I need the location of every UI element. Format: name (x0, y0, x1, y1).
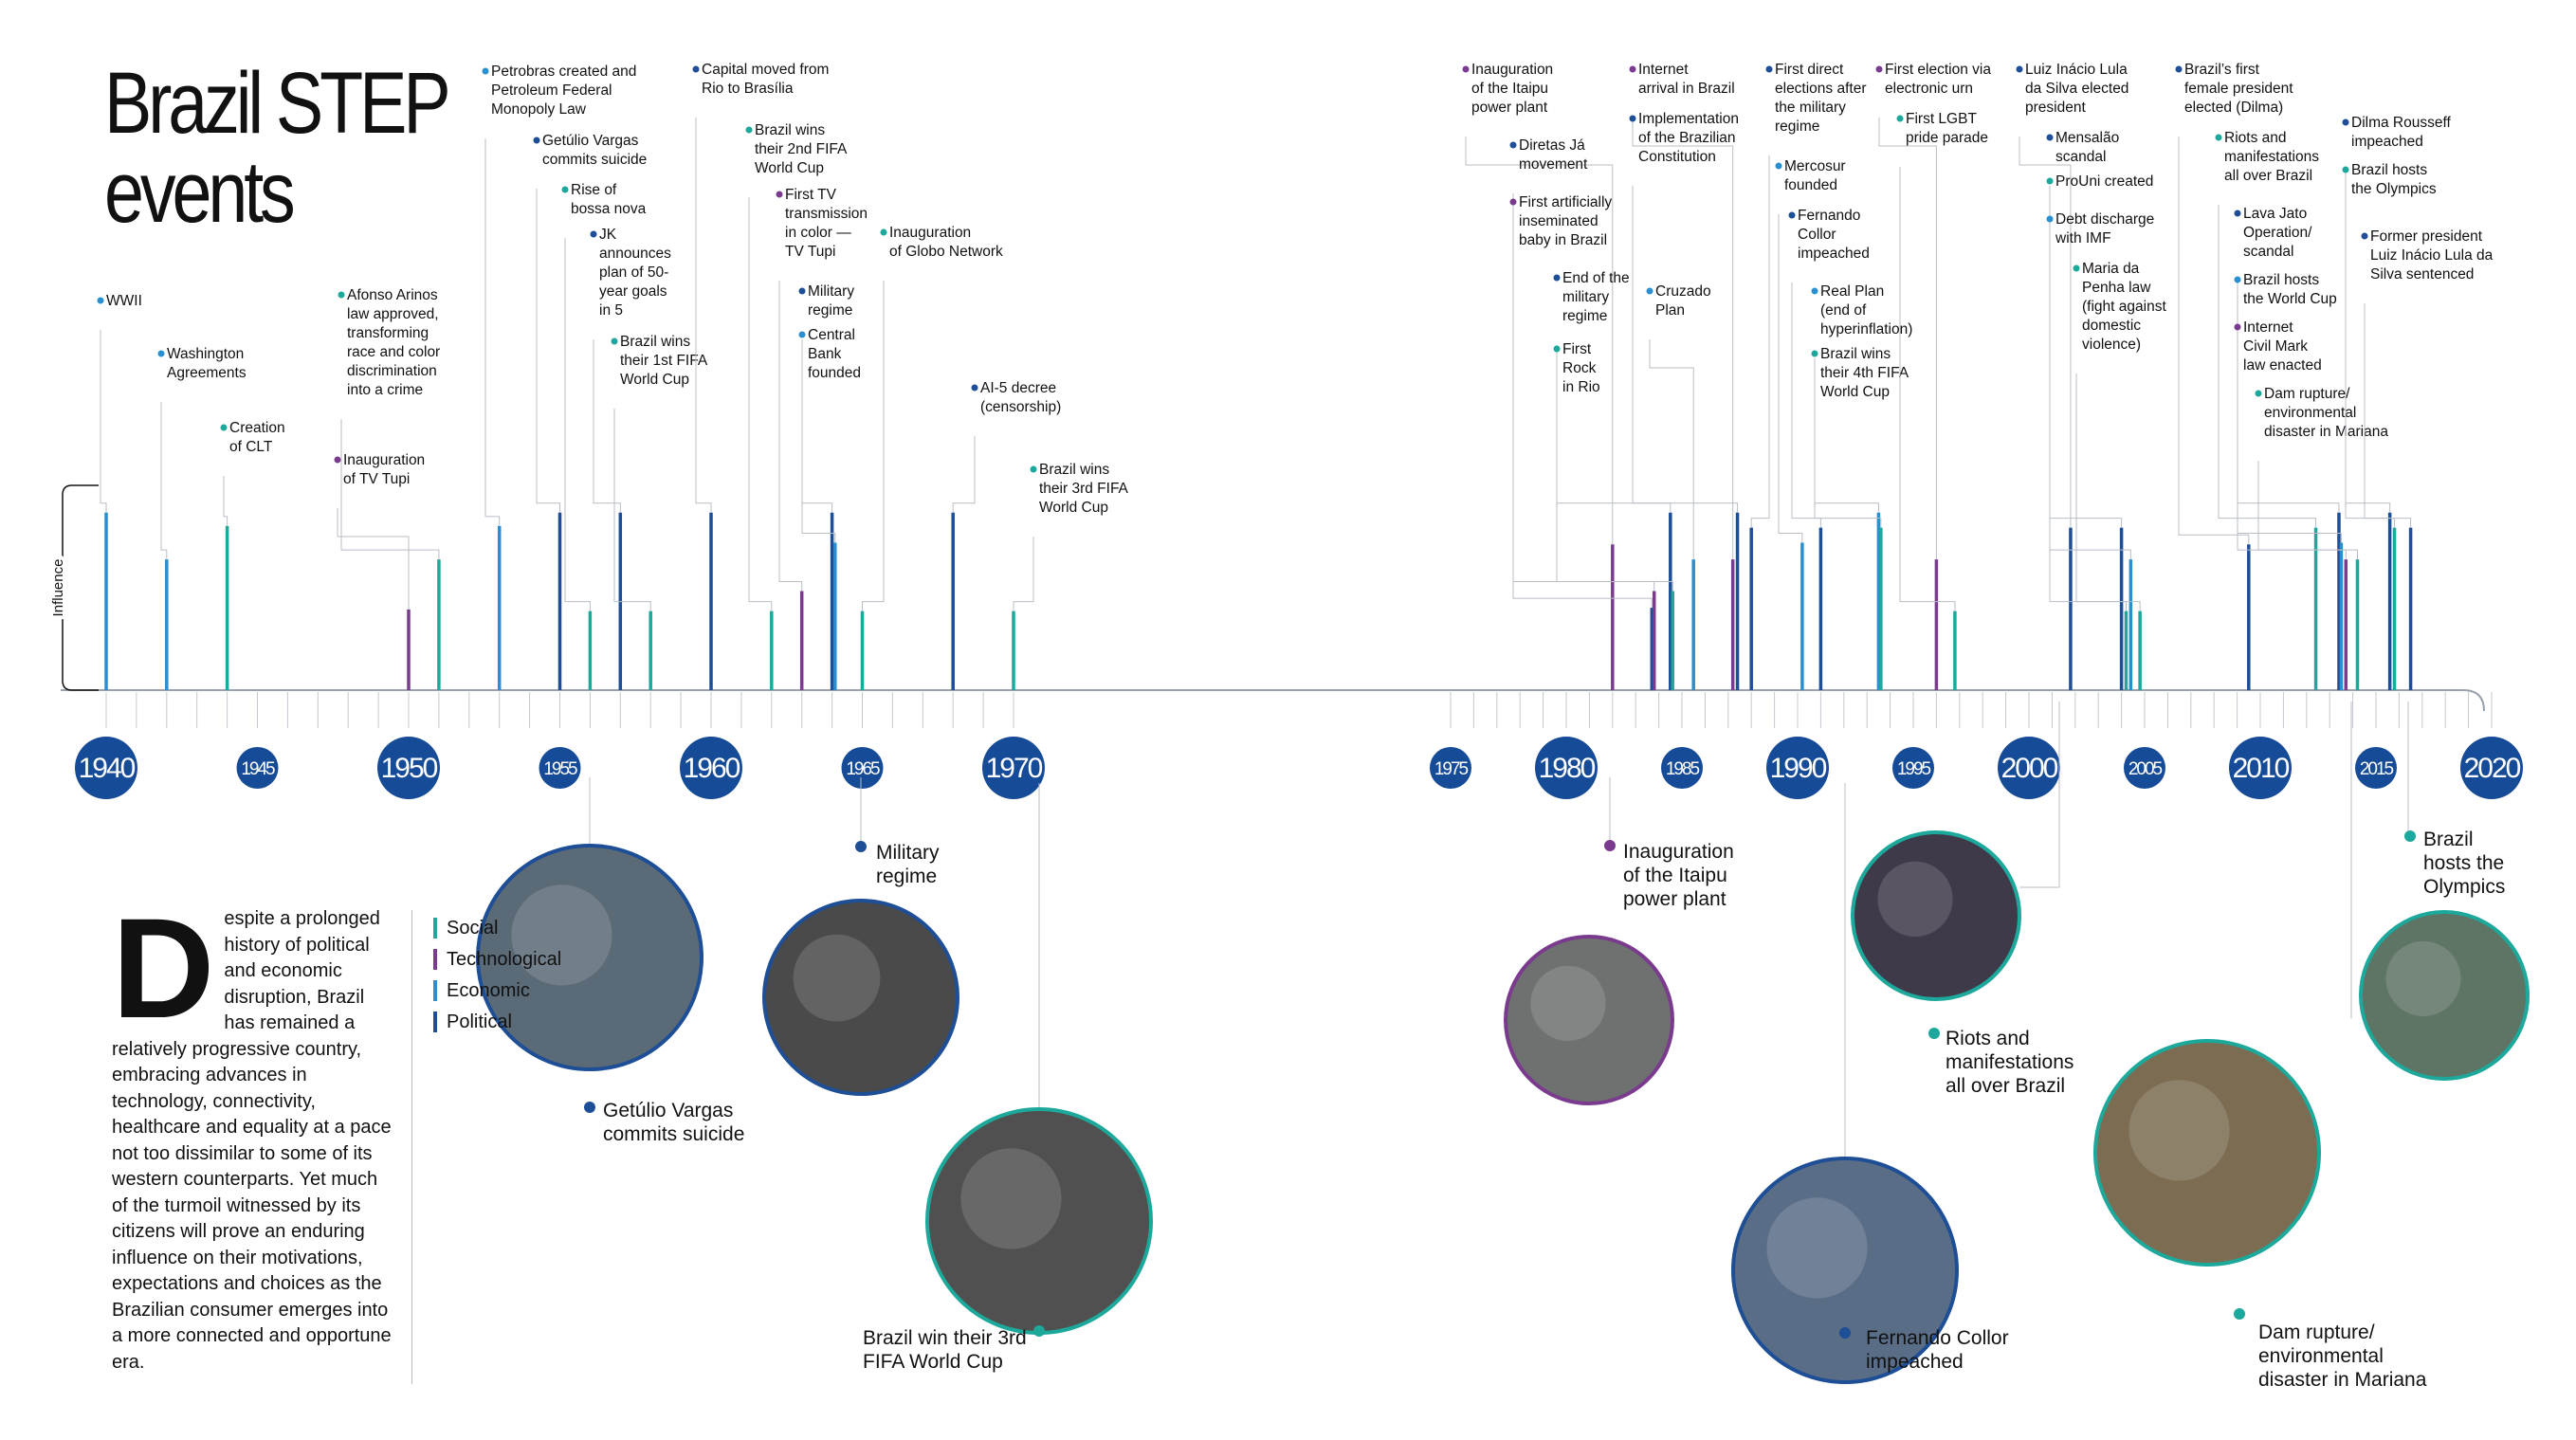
highlight-dot (1928, 1028, 1940, 1039)
event-label: Brazil wins their 4th FIFA World Cup (1820, 346, 1909, 400)
year-label-2010: 2010 (2232, 753, 2289, 784)
highlight-dot (1839, 1327, 1851, 1339)
event-bullet (562, 187, 569, 193)
event-connector (1779, 214, 1802, 542)
event-bullet (2176, 66, 2183, 73)
event-label: Real Plan (end of hyperinflation) (1820, 283, 1913, 337)
event-label: First election via electronic urn (1885, 62, 1991, 97)
highlight-dot (584, 1102, 595, 1113)
event-connector (224, 476, 228, 526)
event-label: Brazil’s first female president elected (Dilma) (2184, 62, 2293, 116)
event-label: Riots and manifestations all over Brazil (2224, 130, 2319, 184)
event-connector (338, 508, 409, 610)
event-bullet (2343, 119, 2349, 126)
event-bullet (98, 298, 104, 304)
year-label-2020: 2020 (2463, 753, 2520, 784)
event-bullet (2256, 391, 2262, 397)
event-label: Creation of CLT (229, 420, 285, 455)
event-connector (1879, 118, 1936, 559)
event-bullet (158, 351, 165, 357)
event-connector (1014, 537, 1033, 611)
event-bullet (1897, 116, 1904, 122)
year-label-1995: 1995 (1896, 759, 1930, 779)
year-label-1980: 1980 (1538, 753, 1595, 784)
event-label: Maria da Penha law (fight against domestic violence) (2082, 261, 2166, 353)
event-bullet (2362, 233, 2368, 240)
event-label: Rise of bossa nova (571, 182, 647, 217)
event-bullet (1630, 116, 1636, 122)
event-bullet (534, 137, 540, 144)
event-label: Former president Luiz Inácio Lula da Silva sentenced (2370, 228, 2494, 283)
event-connector (749, 197, 772, 611)
event-bullet (776, 191, 783, 198)
event-label: Inauguration of Globo Network (889, 225, 1003, 260)
event-bullet (1876, 66, 1883, 73)
event-connector (1633, 186, 1738, 513)
event-label: Inauguration of the Itaipu power plant (1471, 62, 1554, 116)
event-connector (2365, 303, 2411, 528)
event-label: JK announces plan of 50-year goals in 5 (599, 227, 671, 319)
event-label: Brazil hosts the Olympics (2351, 162, 2437, 197)
photo-highlight-shape (2385, 941, 2460, 1016)
event-label: Luiz Inácio Lula da Silva elected president (2025, 62, 2129, 116)
event-label: Cruzado Plan (1655, 283, 1711, 319)
event-label: Mercosur founded (1784, 158, 1846, 193)
year-label-1990: 1990 (1769, 753, 1826, 784)
event-bullet (612, 338, 618, 345)
event-label: Debt discharge with IMF (2055, 211, 2155, 246)
event-connector (696, 118, 711, 513)
intro-paragraph (112, 888, 396, 1376)
event-bullet (1766, 66, 1773, 73)
event-bullet (2047, 178, 2054, 185)
event-bullet (1812, 288, 1818, 295)
year-label-2015: 2015 (2359, 759, 2393, 779)
event-bullet (2235, 277, 2241, 283)
event-label: Fernando Collor impeached (1798, 208, 1870, 262)
event-bullet (1812, 351, 1818, 357)
event-bullet (2235, 324, 2241, 331)
title-line-1: Brazil STEP (104, 55, 448, 152)
event-bullet (1554, 275, 1561, 282)
year-label-1950: 1950 (380, 753, 437, 784)
event-connector (1815, 421, 1881, 528)
year-label-1985: 1985 (1665, 759, 1699, 779)
event-bullet (693, 66, 700, 73)
drop-cap: D (112, 888, 215, 1048)
legend-economic: Economic (433, 980, 561, 1001)
event-label: Lava Jato Operation/ scandal (2243, 206, 2312, 260)
highlight-label: Getúlio Vargas commits suicide (603, 1100, 745, 1145)
year-label-1970: 1970 (985, 753, 1042, 784)
highlight-label: Inauguration of the Itaipu power plant (1623, 841, 1734, 910)
event-label: Brazil hosts the World Cup (2243, 272, 2337, 307)
event-label: Washington Agreements (167, 346, 247, 381)
event-label: Dilma Rousseff impeached (2351, 115, 2451, 150)
event-label: Getúlio Vargas commits suicide (542, 133, 648, 168)
event-label: Implementation of the Brazilian Constitution (1638, 111, 1739, 165)
event-label: Afonso Arinos law approved, transforming race and color discrimination into a crime (347, 287, 441, 398)
event-label: First TV transmission in color — TV Tupi (785, 187, 868, 260)
event-label: Mensalão scandal (2055, 130, 2120, 165)
event-bullet (1776, 163, 1782, 170)
event-connector (863, 281, 885, 611)
title-line-2: events (104, 144, 292, 241)
photo-highlight-shape (1877, 862, 1952, 937)
event-bullet (746, 127, 753, 134)
event-label: ProUni created (2055, 173, 2154, 190)
event-label: Inauguration of TV Tupi (343, 452, 426, 487)
event-label: Dam rupture/ environmental disaster in Mariana (2264, 386, 2388, 440)
event-label: Brazil wins their 2nd FIFA World Cup (755, 122, 848, 176)
photo-highlight-shape (1530, 966, 1605, 1041)
highlight-label: Brazil win their 3rd FIFA World Cup (863, 1327, 1027, 1373)
event-bullet (881, 229, 887, 236)
event-bullet (2047, 135, 2054, 141)
event-connector (802, 402, 835, 542)
event-connector (2346, 171, 2390, 513)
highlight-dot (855, 841, 867, 852)
event-connector (565, 238, 590, 611)
highlight-dot (2234, 1308, 2245, 1320)
event-bullet (1789, 212, 1796, 219)
event-label: Internet Civil Mark law enacted (2243, 319, 2322, 374)
event-bullet (1554, 346, 1561, 353)
event-bullet (799, 332, 806, 338)
event-connector (594, 339, 620, 513)
event-label: First artificially inseminated baby in Brazil (1519, 194, 1613, 248)
event-bullet (591, 231, 597, 238)
event-connector (779, 281, 802, 592)
event-label: Capital moved from Rio to Brasília (702, 62, 830, 97)
event-bullet (1510, 199, 1517, 206)
event-bullet (2235, 210, 2241, 217)
event-bullet (972, 385, 978, 392)
event-bullet (221, 425, 228, 431)
event-label: Brazil wins their 3rd FIFA World Cup (1039, 462, 1128, 516)
event-label: WWII (106, 293, 142, 309)
event-connector (100, 330, 106, 513)
year-label-1940: 1940 (78, 753, 135, 784)
category-legend (411, 910, 561, 1384)
year-label-1955: 1955 (543, 759, 576, 779)
event-label: First LGBT pride parade (1906, 111, 1989, 146)
year-label-1960: 1960 (683, 753, 740, 784)
axis-end-curve (2463, 690, 2484, 711)
photo-highlight-shape (794, 935, 881, 1022)
event-connector (1815, 358, 1878, 513)
event-bullet (1630, 66, 1636, 73)
event-connector (341, 419, 439, 559)
event-bullet (2047, 216, 2054, 223)
legend-political: Political (433, 1012, 561, 1032)
event-connector (485, 138, 500, 526)
event-connector (1633, 118, 1733, 559)
event-label: First Rock in Rio (1562, 341, 1600, 395)
event-label: AI-5 decree (censorship) (980, 380, 1062, 415)
event-bullet (2216, 135, 2222, 141)
highlight-dot (1033, 1325, 1045, 1337)
event-connector (161, 402, 167, 559)
year-label-1945: 1945 (241, 759, 274, 779)
photo-highlight-shape (2128, 1080, 2229, 1180)
event-connector (537, 189, 560, 513)
event-bullet (1510, 142, 1517, 149)
event-bullet (1463, 66, 1470, 73)
event-connector (2019, 137, 2071, 528)
highlight-label: Military regime (876, 842, 940, 887)
event-label: Diretas Já movement (1519, 137, 1588, 173)
year-label-2000: 2000 (2001, 753, 2057, 784)
event-connector (1792, 283, 1820, 528)
legend-social: Social (433, 918, 561, 939)
event-connector (1900, 167, 1955, 611)
year-label-2005: 2005 (2128, 759, 2162, 779)
event-label: First direct elections after the military regime (1775, 62, 1867, 135)
event-bullet (1031, 466, 1037, 473)
event-connector (2179, 137, 2249, 544)
influence-bracket (63, 485, 99, 690)
event-label: Petrobras created and Petroleum Federal Monopoly Law (491, 64, 637, 118)
year-label-1975: 1975 (1434, 759, 1468, 779)
event-connector (953, 436, 975, 513)
highlight-dot (2404, 830, 2416, 842)
event-connector (1513, 193, 1652, 608)
event-bullet (483, 68, 489, 75)
event-bullet (2074, 265, 2080, 272)
y-axis-label: Influence (50, 558, 66, 617)
legend-technological: Technological (433, 949, 561, 970)
event-bullet (2017, 66, 2023, 73)
highlight-label: Fernando Collor impeached (1866, 1327, 2009, 1373)
year-label-1965: 1965 (846, 759, 879, 779)
intro-text: espite a prolonged history of political and economic disruption, Brazil has remained a relatively progressive country, embracing advances in technology, connectivity, healthcare and equality at a pace not too dissimilar to some of its western counterparts. Yet much of the turmoil witnessed by its citizens will prove an enduring influence on their motivations, expectations and choices as the Brazilian consumer emerges into a more connected and opportune era. (112, 908, 392, 1373)
event-bullet (799, 288, 806, 295)
event-bullet (2343, 167, 2349, 173)
highlight-label: Riots and manifestations all over Brazil (1946, 1028, 2074, 1097)
event-bullet (1647, 288, 1653, 295)
event-connector (2346, 218, 2395, 528)
event-connector (1751, 155, 1769, 528)
event-bullet (338, 292, 345, 299)
event-bullet (335, 457, 341, 464)
event-label: Central Bank founded (808, 327, 862, 381)
event-label: End of the military regime (1562, 270, 1630, 324)
photo-highlight-shape (960, 1148, 1061, 1249)
event-label: Internet arrival in Brazil (1638, 62, 1735, 97)
event-label: Military regime (808, 283, 855, 319)
highlight-label: Brazil hosts the Olympics (2423, 829, 2506, 898)
highlight-dot (1604, 840, 1616, 851)
event-label: Brazil wins their 1st FIFA World Cup (620, 334, 708, 388)
photo-highlight-shape (1766, 1197, 1867, 1298)
highlight-label: Dam rupture/ environmental disaster in Mariana (2258, 1322, 2427, 1391)
